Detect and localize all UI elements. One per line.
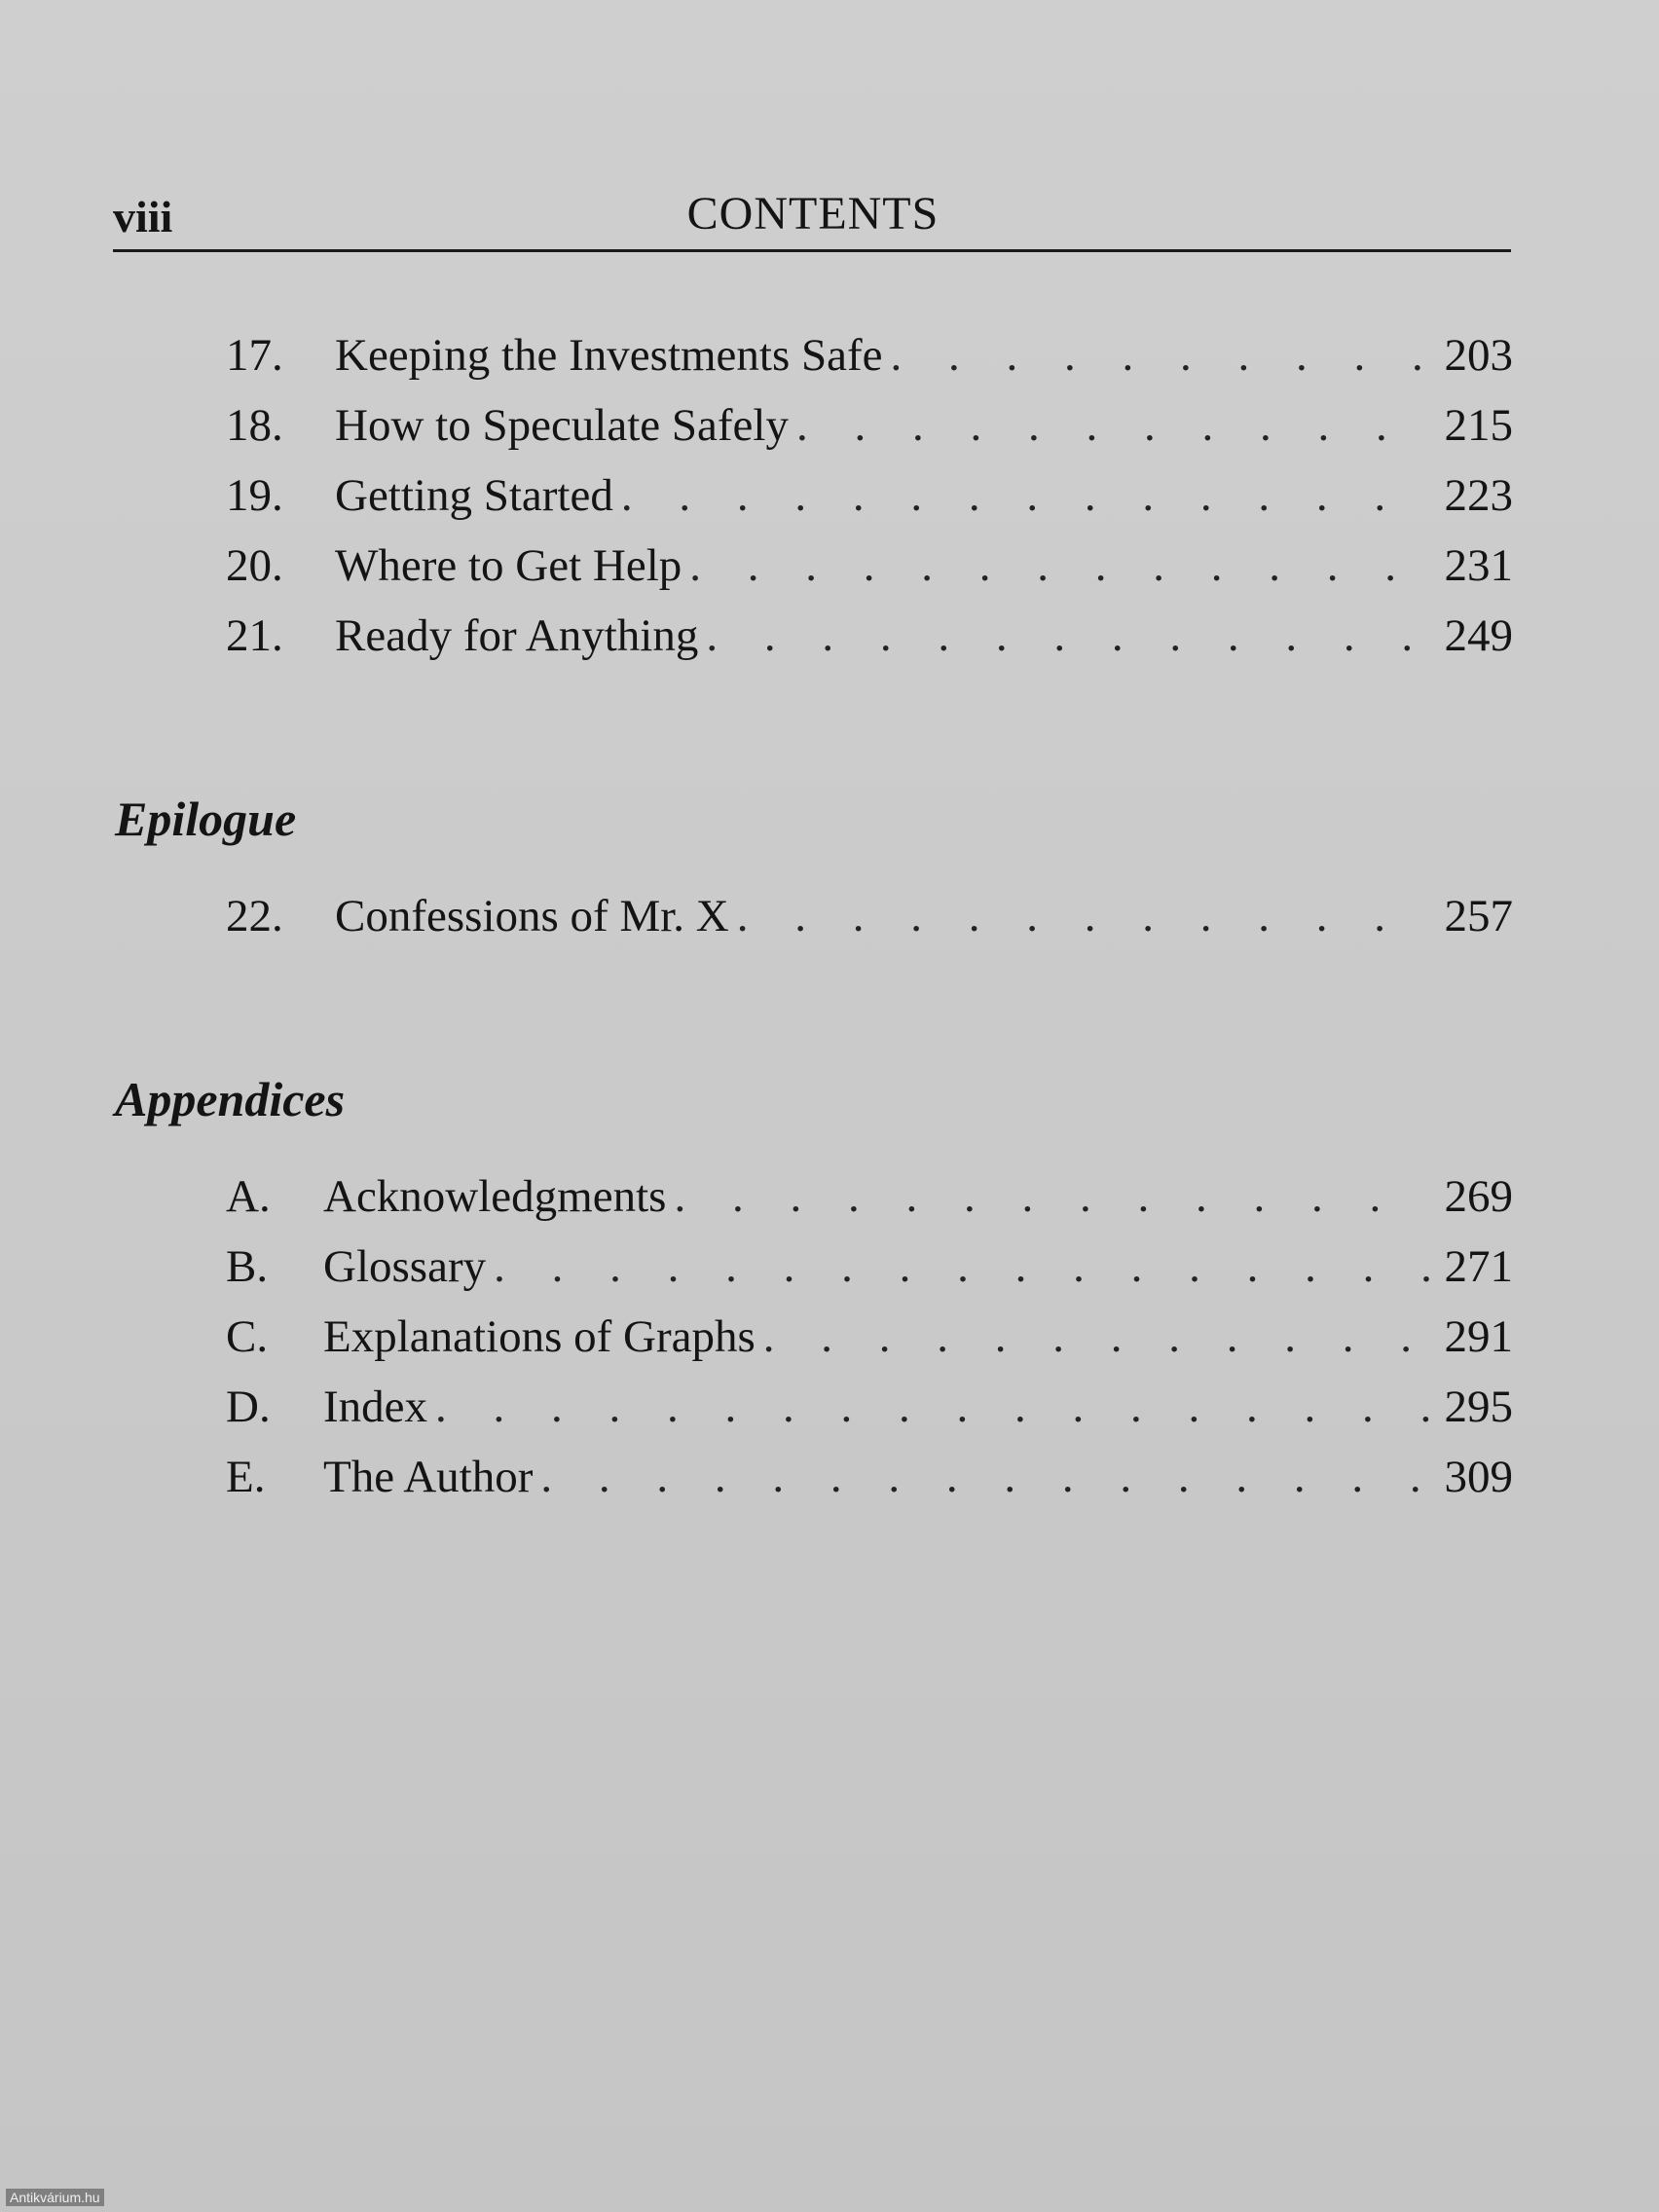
toc-entry-b[interactable] (226, 1240, 1513, 1305)
entry-letter: A. (226, 1171, 271, 1222)
entry-page: 257 (1444, 891, 1513, 941)
entry-number: 20. (226, 540, 283, 591)
dot-leader (756, 1310, 1429, 1363)
toc-entry-e[interactable] (226, 1451, 1513, 1515)
source-watermark: Antikvárium.hu (6, 2189, 104, 2206)
entry-title: Index (323, 1382, 428, 1432)
entry-page: 269 (1444, 1171, 1513, 1222)
entry-title: Ready for Anything (335, 610, 699, 661)
toc-entry-d[interactable] (226, 1381, 1513, 1445)
section-heading-appendices: Appendices (115, 1072, 346, 1126)
toc-entry-18[interactable] (226, 399, 1513, 463)
entry-letter: C. (226, 1311, 269, 1362)
entry-page: 215 (1444, 400, 1513, 451)
entry-letter: E. (226, 1452, 266, 1502)
entry-page: 231 (1444, 540, 1513, 591)
entry-number: 17. (226, 330, 283, 381)
entry-page: 271 (1444, 1241, 1513, 1292)
toc-entry-a[interactable] (226, 1170, 1513, 1235)
toc-entry-20[interactable] (226, 539, 1513, 604)
dot-leader (613, 469, 1429, 522)
dot-leader (682, 539, 1429, 592)
header-rule (113, 249, 1511, 252)
toc-entry-19[interactable] (226, 469, 1513, 534)
dot-leader (533, 1451, 1429, 1503)
entry-title: Confessions of Mr. X (335, 891, 729, 941)
dot-leader (698, 609, 1429, 662)
toc-entry-21[interactable] (226, 609, 1513, 674)
entry-page: 249 (1444, 610, 1513, 661)
entry-page: 291 (1444, 1311, 1513, 1362)
dot-leader (883, 329, 1429, 382)
entry-number: 22. (226, 891, 283, 941)
entry-title: Keeping the Investments Safe (335, 330, 883, 381)
entry-title: How to Speculate Safely (335, 400, 789, 451)
entry-letter: B. (226, 1241, 269, 1292)
entry-title: Glossary (323, 1241, 487, 1292)
entry-title: Where to Get Help (335, 540, 682, 591)
entry-number: 18. (226, 400, 283, 451)
toc-entry-17[interactable] (226, 329, 1513, 393)
entry-title: The Author (323, 1452, 534, 1502)
dot-leader (789, 399, 1429, 452)
section-heading-epilogue: Epilogue (115, 792, 297, 846)
dot-leader (729, 890, 1429, 942)
dot-leader (666, 1170, 1429, 1223)
entry-title: Explanations of Graphs (323, 1311, 756, 1362)
dot-leader (486, 1240, 1429, 1293)
entry-page: 203 (1444, 330, 1513, 381)
entry-page: 309 (1444, 1452, 1513, 1502)
entry-number: 19. (226, 470, 283, 521)
dot-leader (427, 1381, 1429, 1433)
entry-letter: D. (226, 1382, 271, 1432)
entry-page: 223 (1444, 470, 1513, 521)
page-number: viii (113, 192, 173, 241)
entry-title: Getting Started (335, 470, 613, 521)
toc-entry-c[interactable] (226, 1310, 1513, 1375)
running-head-title: CONTENTS (686, 188, 940, 240)
entry-number: 21. (226, 610, 283, 661)
entry-page: 295 (1444, 1382, 1513, 1432)
toc-entry-22[interactable] (226, 890, 1513, 954)
entry-title: Acknowledgments (323, 1171, 667, 1222)
